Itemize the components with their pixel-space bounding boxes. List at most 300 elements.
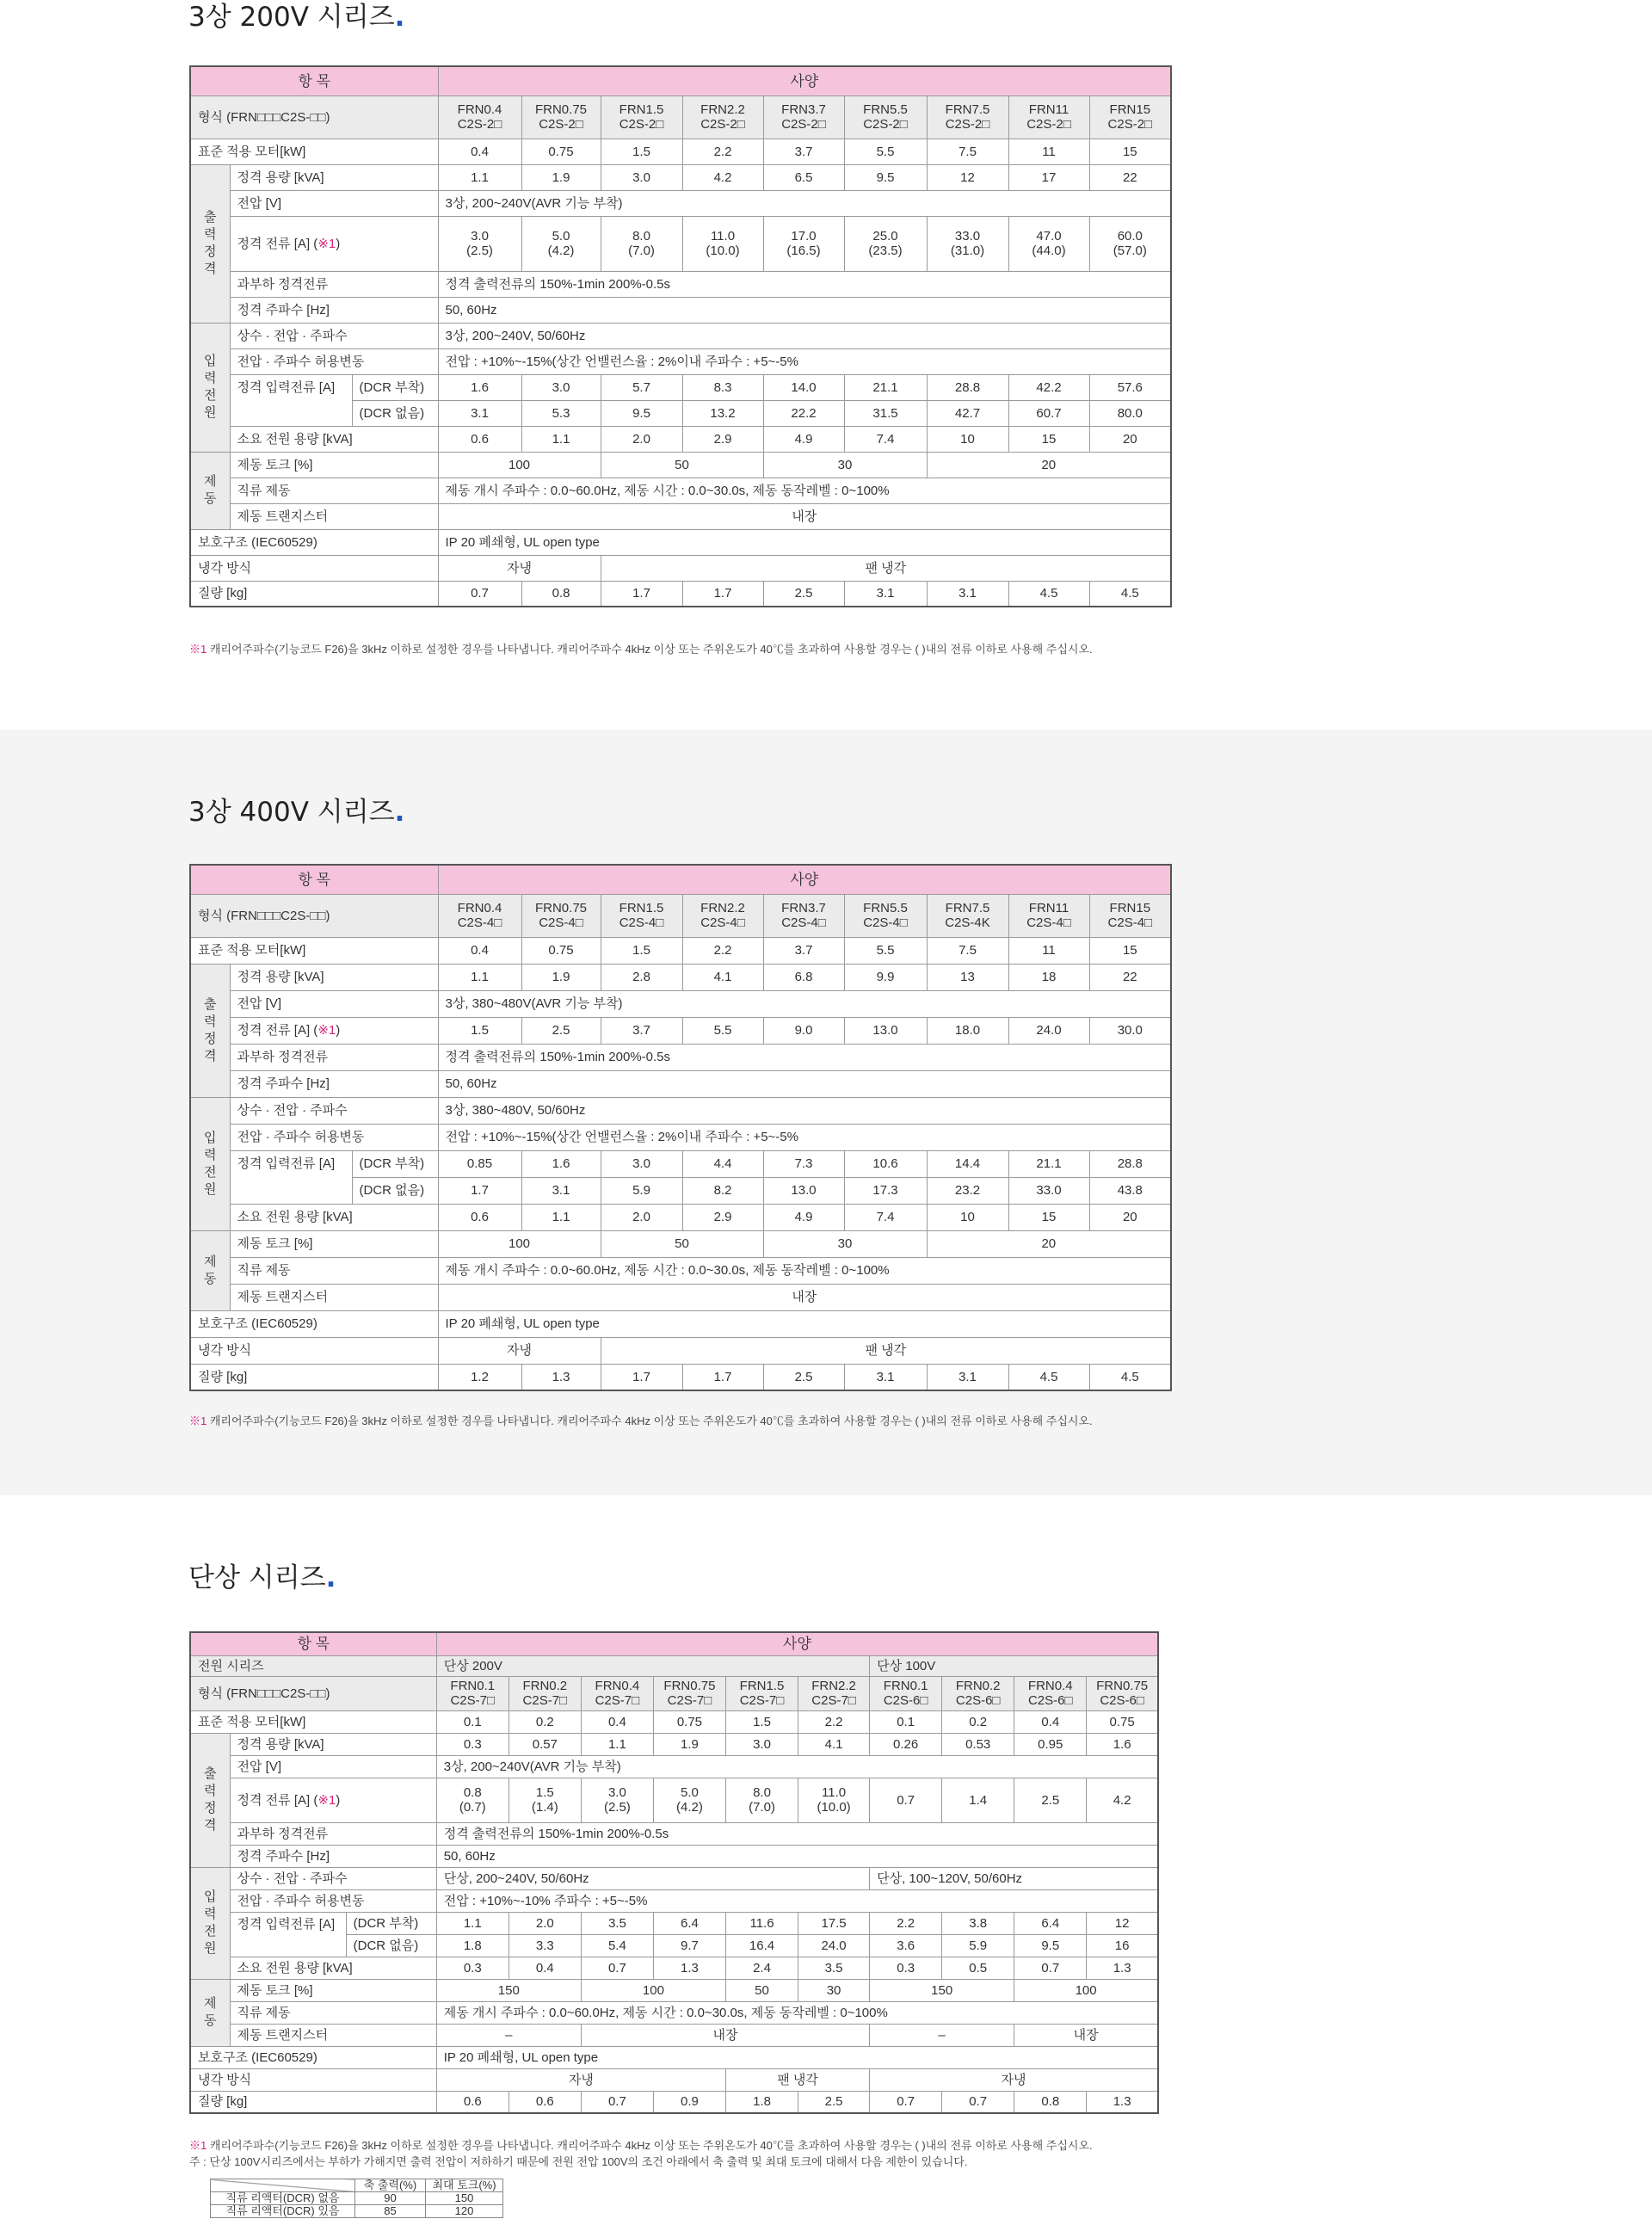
cap-cell bbox=[601, 964, 682, 990]
cell-value: 0.3 bbox=[463, 1736, 482, 1752]
model-name: FRN5.5 bbox=[863, 102, 908, 117]
section-title-200v bbox=[188, 0, 404, 34]
cooling-value: 팬 냉각 bbox=[725, 2068, 869, 2091]
cur-cell bbox=[763, 1017, 844, 1044]
cell-value: 18 bbox=[1041, 970, 1057, 984]
cell-value: 1.7 bbox=[632, 1369, 650, 1384]
in_on-cell bbox=[1008, 374, 1089, 400]
mass-cell bbox=[1087, 2091, 1158, 2113]
model-suffix: C2S-4□ bbox=[1026, 915, 1071, 930]
mass-cell bbox=[927, 1364, 1008, 1390]
section-title-400v bbox=[188, 790, 404, 829]
overload-label: 과부하 정격전류 bbox=[230, 271, 438, 297]
cell-value: 2.2 bbox=[897, 1915, 915, 1931]
overload-value: 정격 출력전류의 150%-1min 200%-0.5s bbox=[438, 271, 1171, 297]
in_on-cell bbox=[1008, 1150, 1089, 1177]
cell-value: 42.7 bbox=[954, 405, 981, 421]
in_on-cell bbox=[436, 1912, 509, 1934]
cell-value: 1.5 bbox=[753, 1714, 771, 1729]
in_off-cell bbox=[942, 1934, 1014, 1957]
dcr-on-label: (DCR 부착) bbox=[352, 1150, 438, 1177]
phase-value: 3상, 200~240V, 50/60Hz bbox=[438, 323, 1171, 348]
cell-value-derated: (0.7) bbox=[459, 1800, 486, 1815]
model-suffix: C2S-4□ bbox=[700, 915, 745, 930]
cell-value: 8.0 bbox=[632, 229, 650, 243]
title-dot: . bbox=[325, 1562, 336, 1593]
braking-transistor-value: 내장 bbox=[581, 2024, 869, 2046]
cell-value: 3.5 bbox=[824, 1960, 843, 1975]
motor-cell bbox=[798, 1710, 870, 1733]
series-200v: 단상 200V bbox=[436, 1655, 869, 1676]
limit-header-output: 축 출력(%) bbox=[355, 2179, 426, 2192]
model-name: FRN2.2 bbox=[811, 1679, 856, 1693]
pcap-cell bbox=[844, 1204, 927, 1230]
in_on-cell bbox=[509, 1912, 581, 1934]
protection-value: IP 20 폐쇄형, UL open type bbox=[436, 2046, 1158, 2068]
motor-cell bbox=[601, 139, 682, 164]
in_off-cell bbox=[1087, 1934, 1158, 1957]
mass-cell bbox=[438, 1364, 521, 1390]
cell-value: 22 bbox=[1122, 169, 1137, 185]
model-name: FRN5.5 bbox=[863, 901, 908, 915]
model-cell bbox=[763, 96, 844, 139]
cell-value: 2.5 bbox=[552, 1023, 570, 1038]
cell-value: 0.95 bbox=[1038, 1736, 1063, 1752]
cap-cell bbox=[1008, 164, 1089, 190]
model-name: FRN2.2 bbox=[700, 102, 745, 117]
cell-value: 0.4 bbox=[1041, 1714, 1060, 1729]
cell-value: 11.0 bbox=[710, 229, 736, 243]
cell-value: 0.1 bbox=[463, 1714, 482, 1729]
torque-value: 100 bbox=[581, 1979, 725, 2001]
cell-value: 3.7 bbox=[794, 144, 813, 159]
cell-value: 14.4 bbox=[954, 1156, 981, 1171]
cur-cell bbox=[1087, 1778, 1158, 1822]
output-rating-group: 출 력 정 격 bbox=[190, 164, 230, 323]
in_off-cell bbox=[509, 1934, 581, 1957]
cell-value: 0.75 bbox=[1109, 1714, 1135, 1729]
phase-value: 3상, 380~480V, 50/60Hz bbox=[438, 1097, 1171, 1124]
header-item: 항 목 bbox=[190, 865, 438, 894]
dcr-off-label: (DCR 없음) bbox=[352, 1177, 438, 1204]
model-suffix: C2S-7□ bbox=[739, 1693, 785, 1708]
mass-cell bbox=[763, 581, 844, 607]
model-cell bbox=[763, 894, 844, 937]
model-name: FRN7.5 bbox=[945, 102, 990, 117]
cell-value: 2.5 bbox=[794, 1369, 813, 1384]
cell-value: 2.5 bbox=[1041, 1792, 1060, 1808]
cell-value: 1.9 bbox=[681, 1736, 699, 1752]
rated-current-label: 정격 전류 [A] (※1) bbox=[230, 1017, 438, 1044]
model-label: 형식 (FRN□□□C2S-□□) bbox=[190, 96, 438, 139]
cell-value: 0.8 bbox=[1041, 2094, 1060, 2110]
pcap-cell bbox=[601, 426, 682, 452]
cell-value: 0.8 bbox=[552, 586, 570, 601]
model-name: FRN11 bbox=[1028, 901, 1069, 915]
cur-cell bbox=[1089, 1017, 1171, 1044]
motor-label: 표준 적용 모터[kW] bbox=[190, 1710, 436, 1733]
cell-value: 33.0 bbox=[1036, 1183, 1062, 1198]
model-name: FRN3.7 bbox=[781, 102, 826, 117]
rated-current-label: 정격 전류 [A] (※1) bbox=[230, 216, 438, 271]
cell-value: 17.0 bbox=[791, 229, 817, 243]
motor-cell bbox=[601, 937, 682, 964]
cur-cell bbox=[844, 1017, 927, 1044]
cell-value: 30.0 bbox=[1117, 1023, 1143, 1038]
in_on-cell bbox=[927, 374, 1008, 400]
cell-value: 1.6 bbox=[471, 379, 489, 395]
header-spec: 사양 bbox=[436, 1632, 1158, 1655]
cur-cell bbox=[682, 216, 763, 271]
cell-value: 0.26 bbox=[893, 1736, 919, 1752]
dcr-off-label: (DCR 없음) bbox=[346, 1934, 436, 1957]
cell-value: 5.5 bbox=[876, 943, 895, 958]
cell-value: 3.7 bbox=[632, 1023, 650, 1038]
model-cell bbox=[682, 894, 763, 937]
in_on-cell bbox=[798, 1912, 870, 1934]
model-name: FRN15 bbox=[1109, 102, 1151, 117]
cell-value: 2.9 bbox=[713, 1210, 732, 1224]
model-cell bbox=[844, 894, 927, 937]
in_off-cell bbox=[844, 1177, 927, 1204]
cell-value-derated: (2.5) bbox=[466, 243, 493, 258]
cell-value: 3.7 bbox=[794, 943, 813, 958]
rated-frequency-label: 정격 주파수 [Hz] bbox=[230, 1070, 438, 1097]
cell-value: 9.5 bbox=[1041, 1938, 1060, 1953]
motor-cell bbox=[1008, 937, 1089, 964]
motor-cell bbox=[1087, 1710, 1158, 1733]
cell-value: 12 bbox=[1114, 1915, 1130, 1931]
cur-cell bbox=[725, 1778, 798, 1822]
cell-value: 5.9 bbox=[969, 1938, 988, 1953]
input-current-label: 정격 입력전류 [A] bbox=[230, 1912, 346, 1957]
model-cell bbox=[581, 1676, 653, 1710]
cur-cell bbox=[844, 216, 927, 271]
cap-cell bbox=[844, 164, 927, 190]
in_on-cell bbox=[844, 1150, 927, 1177]
rated-frequency-value: 50, 60Hz bbox=[436, 1845, 1158, 1867]
rated-capacity-label: 정격 용량 [kVA] bbox=[230, 164, 438, 190]
motor-cell bbox=[927, 139, 1008, 164]
cell-value: 17.3 bbox=[872, 1183, 898, 1198]
model-suffix: C2S-6□ bbox=[883, 1693, 928, 1708]
motor-cell bbox=[682, 937, 763, 964]
rated-frequency-value: 50, 60Hz bbox=[438, 297, 1171, 323]
in_off-cell bbox=[521, 1177, 601, 1204]
pcap-cell bbox=[436, 1957, 509, 1979]
voltage-value: 3상, 380~480V(AVR 기능 부착) bbox=[438, 990, 1171, 1017]
cell-value: 7.4 bbox=[876, 1210, 895, 1224]
section-title-single bbox=[188, 1556, 336, 1594]
in_on-cell bbox=[1089, 1150, 1171, 1177]
cell-value: 22.2 bbox=[791, 405, 817, 421]
mass-cell bbox=[682, 581, 763, 607]
note-mark: ※1 bbox=[189, 2139, 207, 2152]
model-name: FRN0.2 bbox=[522, 1679, 568, 1693]
cur-cell bbox=[798, 1778, 870, 1822]
limit-cell: 120 bbox=[426, 2205, 503, 2218]
dc-braking-label: 직류 제동 bbox=[230, 2001, 436, 2024]
model-cell bbox=[438, 894, 521, 937]
model-cell bbox=[927, 96, 1008, 139]
phase-label: 상수 · 전압 · 주파수 bbox=[230, 323, 438, 348]
mass-cell bbox=[763, 1364, 844, 1390]
model-suffix: C2S-6□ bbox=[955, 1693, 1001, 1708]
pcap-cell bbox=[1014, 1957, 1087, 1979]
in_on-cell bbox=[1089, 374, 1171, 400]
voltage-label: 전압 [V] bbox=[230, 990, 438, 1017]
pcap-cell bbox=[438, 426, 521, 452]
cell-value: 1.7 bbox=[713, 1369, 732, 1384]
braking-transistor-value: 내장 bbox=[438, 503, 1171, 529]
protection-label: 보호구조 (IEC60529) bbox=[190, 2046, 436, 2068]
pcap-cell bbox=[1089, 1204, 1171, 1230]
in_on-cell bbox=[682, 1150, 763, 1177]
cell-value: 22 bbox=[1122, 970, 1137, 984]
cell-value-derated: (23.5) bbox=[868, 243, 903, 258]
model-cell bbox=[653, 1676, 725, 1710]
cell-value: 0.7 bbox=[897, 2094, 915, 2110]
limit-cell: 85 bbox=[355, 2205, 426, 2218]
dc-braking-value: 제동 개시 주파수 : 0.0~60.0Hz, 제동 시간 : 0.0~30.0s, 제동 동작레벨 : 0~100% bbox=[438, 1257, 1171, 1284]
note-mark: ※1 bbox=[189, 1415, 207, 1427]
cell-value: 2.2 bbox=[824, 1714, 843, 1729]
cell-value: 18.0 bbox=[954, 1023, 981, 1038]
voltage-label: 전압 [V] bbox=[230, 190, 438, 216]
overload-label: 과부하 정격전류 bbox=[230, 1822, 436, 1845]
mass-cell bbox=[942, 2091, 1014, 2113]
cell-value: 3.1 bbox=[552, 1183, 570, 1198]
cap-cell bbox=[870, 1733, 942, 1755]
model-suffix: C2S-2□ bbox=[1107, 117, 1153, 132]
spec-table-single bbox=[189, 1631, 1159, 2114]
mass-cell bbox=[438, 581, 521, 607]
motor-cell bbox=[844, 937, 927, 964]
mass-label: 질량 [kg] bbox=[190, 581, 438, 607]
in_off-cell bbox=[1014, 1934, 1087, 1957]
braking-transistor-label: 제동 트랜지스터 bbox=[230, 1284, 438, 1310]
model-name: FRN0.75 bbox=[534, 102, 588, 117]
cell-value: 47.0 bbox=[1036, 229, 1062, 243]
limit-row-label: 직류 리액터(DCR) 있음 bbox=[211, 2205, 355, 2218]
in_on-cell bbox=[438, 1150, 521, 1177]
input-power-group: 입 력 전 원 bbox=[190, 323, 230, 452]
cell-value: 13 bbox=[960, 970, 975, 984]
overload-value: 정격 출력전류의 150%-1min 200%-0.5s bbox=[436, 1822, 1158, 1845]
pcap-cell bbox=[763, 426, 844, 452]
cell-value: 1.2 bbox=[471, 1369, 489, 1384]
cur-cell bbox=[653, 1778, 725, 1822]
model-cell bbox=[601, 894, 682, 937]
cell-value: 21.1 bbox=[872, 379, 898, 395]
cell-value: 3.0 bbox=[471, 229, 489, 243]
model-name: FRN2.2 bbox=[700, 901, 745, 915]
phase-label: 상수 · 전압 · 주파수 bbox=[230, 1867, 436, 1889]
model-suffix: C2S-2□ bbox=[863, 117, 908, 132]
cell-value: 1.6 bbox=[1113, 1736, 1131, 1752]
pcap-cell bbox=[438, 1204, 521, 1230]
cell-value: 4.9 bbox=[794, 431, 813, 447]
cell-value: 0.7 bbox=[969, 2094, 988, 2110]
cell-value: 10 bbox=[960, 1210, 975, 1224]
braking-group: 제 동 bbox=[190, 1230, 230, 1310]
model-suffix: C2S-2□ bbox=[945, 117, 990, 132]
header-item: 항 목 bbox=[190, 66, 438, 96]
cell-value: 2.9 bbox=[713, 431, 732, 447]
model-suffix: C2S-2□ bbox=[619, 117, 664, 132]
cell-value: 23.2 bbox=[954, 1183, 981, 1198]
model-cell bbox=[509, 1676, 581, 1710]
model-suffix: C2S-4□ bbox=[619, 915, 664, 930]
cell-value: 3.8 bbox=[969, 1915, 988, 1931]
pcap-cell bbox=[1008, 1204, 1089, 1230]
cur-cell bbox=[927, 1017, 1008, 1044]
rated-current-text: 정격 전류 [A] ( bbox=[237, 236, 318, 251]
cell-value-derated: (31.0) bbox=[950, 243, 985, 258]
cur-cell bbox=[870, 1778, 942, 1822]
voltage-value: 3상, 200~240V(AVR 기능 부착) bbox=[438, 190, 1171, 216]
cell-value: 21.1 bbox=[1036, 1156, 1062, 1171]
in_on-cell bbox=[682, 374, 763, 400]
model-suffix: C2S-4□ bbox=[863, 915, 908, 930]
model-suffix: C2S-7□ bbox=[522, 1693, 568, 1708]
cell-value: 1.3 bbox=[1113, 2094, 1131, 2110]
model-name: FRN0.1 bbox=[883, 1679, 928, 1693]
cur-cell bbox=[521, 1017, 601, 1044]
output-rating-group: 출 력 정 격 bbox=[190, 1733, 230, 1867]
limit-header-torque: 최대 토크(%) bbox=[426, 2179, 503, 2192]
in_on-cell bbox=[653, 1912, 725, 1934]
cap-cell bbox=[438, 964, 521, 990]
cell-value: 4.9 bbox=[794, 1210, 813, 1224]
cap-cell bbox=[581, 1733, 653, 1755]
motor-cell bbox=[927, 937, 1008, 964]
cur-cell bbox=[509, 1778, 581, 1822]
motor-cell bbox=[682, 139, 763, 164]
cap-cell bbox=[1008, 964, 1089, 990]
footnote-text: 캐리어주파수(기능코드 F26)을 3kHz 이하로 설정한 경우를 나타냅니다. 캐리어주파수 4kHz 이상 또는 주위온도가 40℃를 초과하여 사용할 경우는 ( )내의 전류 이하로 사용해 주십시오. bbox=[209, 643, 1093, 656]
cell-value: 0.2 bbox=[969, 1714, 988, 1729]
torque-value: 50 bbox=[725, 1979, 798, 2001]
cap-cell bbox=[1087, 1733, 1158, 1755]
model-label: 형식 (FRN□□□C2S-□□) bbox=[190, 894, 438, 937]
cell-value: 0.5 bbox=[969, 1960, 988, 1975]
model-cell bbox=[798, 1676, 870, 1710]
in_off-cell bbox=[870, 1934, 942, 1957]
cap-cell bbox=[438, 164, 521, 190]
motor-cell bbox=[509, 1710, 581, 1733]
footnote-400v bbox=[189, 1412, 1093, 1428]
braking-transistor-value: – bbox=[870, 2024, 1014, 2046]
braking-torque-label: 제동 토크 [%] bbox=[230, 1230, 438, 1257]
cell-value: 1.1 bbox=[552, 1210, 570, 1224]
mass-cell bbox=[521, 581, 601, 607]
model-cell bbox=[682, 96, 763, 139]
cap-cell bbox=[682, 164, 763, 190]
cell-value: 1.8 bbox=[463, 1938, 482, 1953]
cell-value: 17 bbox=[1041, 169, 1057, 185]
cooling-value: 자냉 bbox=[438, 1337, 601, 1364]
cell-value: 0.7 bbox=[607, 2094, 626, 2110]
cell-value: 11 bbox=[1042, 144, 1056, 159]
in_off-cell bbox=[1008, 1177, 1089, 1204]
rated-capacity-label: 정격 용량 [kVA] bbox=[230, 1733, 436, 1755]
cell-value: 3.0 bbox=[753, 1736, 771, 1752]
cell-value: 5.5 bbox=[876, 144, 895, 159]
model-label: 형식 (FRN□□□C2S-□□) bbox=[190, 1676, 436, 1710]
in_on-cell bbox=[1014, 1912, 1087, 1934]
in_off-cell bbox=[682, 400, 763, 426]
model-cell bbox=[438, 96, 521, 139]
dc-braking-label: 직류 제동 bbox=[230, 478, 438, 503]
torque-value: 150 bbox=[870, 1979, 1014, 2001]
series-100v: 단상 100V bbox=[870, 1655, 1158, 1676]
motor-cell bbox=[725, 1710, 798, 1733]
motor-cell bbox=[581, 1710, 653, 1733]
in_on-cell bbox=[844, 374, 927, 400]
spec-table-400v bbox=[189, 864, 1172, 1391]
braking-transistor-value: – bbox=[436, 2024, 581, 2046]
cap-cell bbox=[927, 164, 1008, 190]
cell-value: 0.85 bbox=[466, 1156, 493, 1171]
cell-value: 31.5 bbox=[872, 405, 898, 421]
cell-value: 9.5 bbox=[876, 169, 895, 185]
mass-label: 질량 [kg] bbox=[190, 1364, 438, 1390]
header-item: 항 목 bbox=[190, 1632, 436, 1655]
cell-value: 6.4 bbox=[681, 1915, 699, 1931]
cell-value: 13.0 bbox=[872, 1023, 898, 1038]
rated-current-text: 정격 전류 [A] ( bbox=[237, 1023, 318, 1038]
cell-value: 6.5 bbox=[794, 169, 813, 185]
mass-cell bbox=[653, 2091, 725, 2113]
footnote-text: 캐리어주파수(기능코드 F26)을 3kHz 이하로 설정한 경우를 나타냅니다. 캐리어주파수 4kHz 이상 또는 주위온도가 40℃를 초과하여 사용할 경우는 ( )내의 전류 이하로 사용해 주십시오. bbox=[209, 1415, 1093, 1427]
torque-value: 20 bbox=[927, 452, 1171, 478]
model-cell bbox=[1089, 894, 1171, 937]
model-suffix: C2S-4□ bbox=[457, 915, 502, 930]
input-current-label: 정격 입력전류 [A] bbox=[230, 1150, 352, 1204]
cell-value: 0.2 bbox=[535, 1714, 554, 1729]
model-cell bbox=[1014, 1676, 1087, 1710]
pcap-cell bbox=[682, 1204, 763, 1230]
in_on-cell bbox=[1087, 1912, 1158, 1934]
cell-value: 1.1 bbox=[552, 431, 570, 447]
overload-value: 정격 출력전류의 150%-1min 200%-0.5s bbox=[438, 1044, 1171, 1070]
in_on-cell bbox=[763, 374, 844, 400]
pcap-cell bbox=[1087, 1957, 1158, 1979]
cell-value: 1.5 bbox=[471, 1023, 489, 1038]
model-cell bbox=[844, 96, 927, 139]
model-suffix: C2S-2□ bbox=[700, 117, 745, 132]
in_on-cell bbox=[521, 1150, 601, 1177]
cell-value: 1.5 bbox=[632, 943, 650, 958]
in_on-cell bbox=[942, 1912, 1014, 1934]
cell-value: 4.5 bbox=[1120, 586, 1139, 601]
cap-cell bbox=[653, 1733, 725, 1755]
braking-group: 제 동 bbox=[190, 452, 230, 529]
cell-value-derated: (7.0) bbox=[628, 243, 655, 258]
cell-value: 33.0 bbox=[954, 229, 981, 243]
mass-label: 질량 [kg] bbox=[190, 2091, 436, 2113]
cell-value-derated: (2.5) bbox=[603, 1800, 631, 1815]
cell-value: 0.6 bbox=[471, 431, 489, 447]
cell-value: 0.4 bbox=[471, 144, 489, 159]
cell-value: 2.4 bbox=[753, 1960, 771, 1975]
cell-value: 4.1 bbox=[713, 970, 732, 984]
cap-cell bbox=[521, 964, 601, 990]
mass-cell bbox=[725, 2091, 798, 2113]
cell-value: 14.0 bbox=[791, 379, 817, 395]
cell-value: 2.0 bbox=[535, 1915, 554, 1931]
